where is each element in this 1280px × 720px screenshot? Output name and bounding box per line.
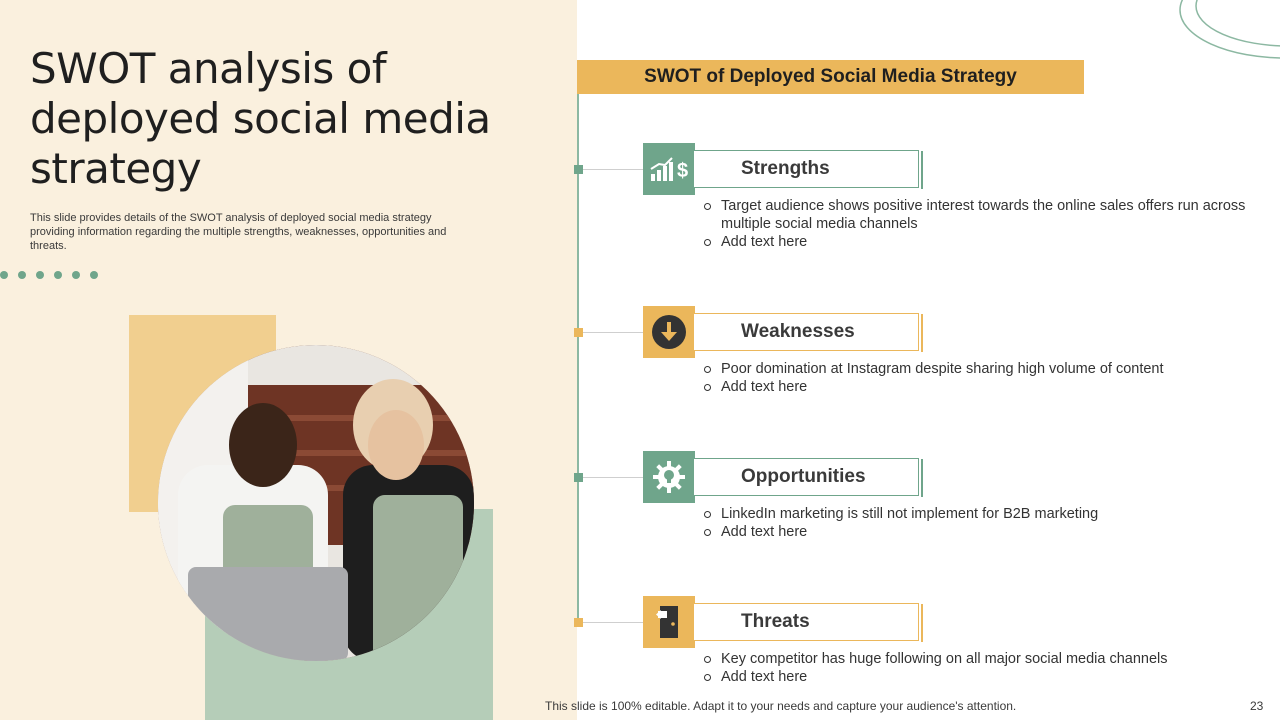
slide-title: SWOT analysis of deployed social media strategy: [30, 44, 491, 193]
growth-chart-dollar-icon: [643, 143, 695, 195]
weaknesses-bullets: [703, 360, 1263, 396]
timeline-node: [574, 473, 583, 482]
footer-note: This slide is 100% editable. Adapt it to your needs and capture your audience's attention.: [545, 699, 1017, 713]
swot-header: [577, 60, 1084, 94]
list-item: Add text here: [703, 378, 1263, 396]
connector-line: [583, 622, 643, 623]
opportunities-bullets: [703, 505, 1263, 541]
exit-door-icon: [643, 596, 695, 648]
connector-line: [583, 332, 643, 333]
connector-line: [583, 477, 643, 478]
svg-text:$: $: [677, 160, 689, 182]
opportunities-label: Opportunities: [693, 458, 919, 496]
threats-label: Threats: [693, 603, 919, 641]
timeline-node: [574, 328, 583, 337]
lightbulb-gear-icon: [643, 451, 695, 503]
slide-description: This slide provides details of the SWOT analysis of deployed social media strategy providing information regarding the multiple strengths, weaknesses, opportunities and threats.: [30, 212, 447, 252]
timeline-node: [574, 165, 583, 174]
decorative-dots: [0, 271, 98, 279]
list-item: Add text here: [703, 523, 1263, 541]
arrow-down-circle-icon: [643, 306, 695, 358]
page-number: 23: [1250, 699, 1264, 713]
swot-header-text: SWOT of Deployed Social Media Strategy: [644, 66, 1017, 87]
threats-bullets: [703, 650, 1263, 686]
list-item: Key competitor has huge following on all major social media channels: [703, 650, 1263, 668]
connector-line: [583, 169, 643, 170]
weaknesses-label: Weaknesses: [693, 313, 919, 351]
list-item: Poor domination at Instagram despite sharing high volume of content: [703, 360, 1263, 378]
list-item: Add text here: [703, 668, 1263, 686]
team-photo: [158, 345, 474, 661]
timeline-node: [574, 618, 583, 627]
list-item: Target audience shows positive interest towards the online sales offers run across multiple social media channels: [703, 197, 1263, 233]
decorative-arcs: [1170, 0, 1280, 60]
strengths-label: Strengths: [693, 150, 919, 188]
list-item: LinkedIn marketing is still not implement for B2B marketing: [703, 505, 1263, 523]
strengths-bullets: [703, 197, 1263, 251]
list-item: Add text here: [703, 233, 1263, 251]
